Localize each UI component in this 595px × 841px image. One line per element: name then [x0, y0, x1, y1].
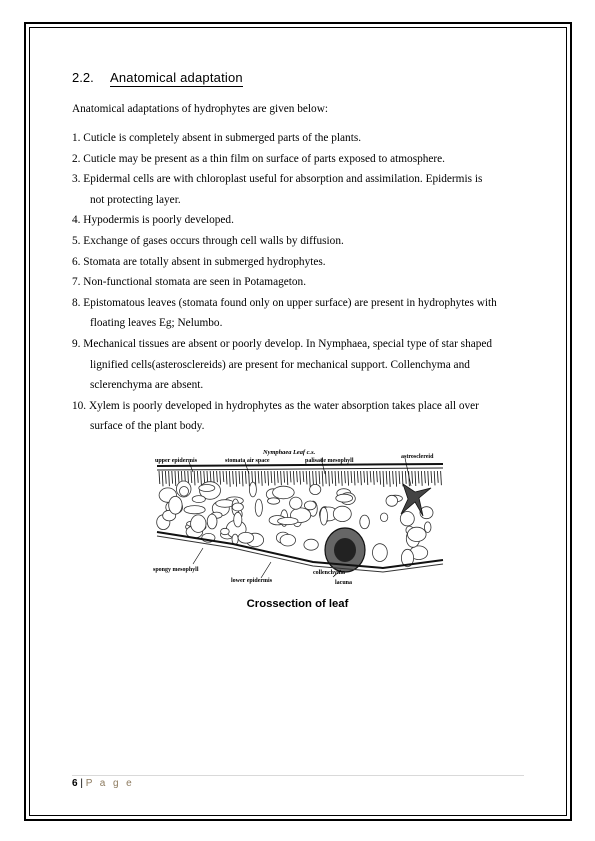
list-item [72, 255, 542, 276]
list-item [72, 399, 542, 440]
section-title: Anatomical adaptation [110, 70, 243, 85]
leaf-tissue-drawing [157, 458, 443, 578]
adaptation-list [72, 131, 542, 440]
list-item-continuation: lignified cells(asterosclereids) are present for mechanical support. Collenchyma and [90, 358, 470, 371]
label-collenchyma: collenchyma [313, 570, 345, 576]
list-item-text: 8. Epistomatous leaves (stomata found only on upper surface) are present in hydrophytes with [72, 296, 497, 309]
label-upper-epidermis: upper epidermis [155, 458, 198, 464]
list-item [72, 296, 542, 337]
page-number: 6 [72, 778, 78, 789]
label-spongy: spongy mesophyll [153, 567, 199, 573]
list-item [72, 275, 542, 296]
list-item-text: 1. Cuticle is completely absent in submerged parts of the plants. [72, 132, 362, 144]
page-label: P a g e [85, 778, 135, 789]
list-item [72, 213, 542, 234]
section-number: 2.2. [72, 70, 94, 85]
list-item-text: 10. Xylem is poorly developed in hydrophytes as the water absorption takes place all over [72, 399, 479, 412]
list-item [72, 131, 542, 152]
figure-title-label: Nymphaea Leaf c.s. [263, 449, 316, 456]
label-palisade: palisade mesophyll [305, 458, 354, 464]
label-lacuna: lacuna [335, 580, 353, 585]
list-item-text: 9. Mechanical tissues are absent or poorly develop. In Nymphaea, special type of star shaped [72, 337, 493, 350]
figure-caption: Crossection of leaf [246, 598, 349, 610]
footer-separator: | [80, 778, 83, 789]
section-heading [72, 70, 243, 87]
list-item-continuation: surface of the plant body. [90, 420, 205, 433]
intro-paragraph: Anatomical adaptations of hydrophytes are given below: [72, 103, 328, 115]
list-item-text: 6. Stomata are totally absent in submerged hydrophytes. [72, 255, 326, 268]
list-item-text: 2. Cuticle may be present as a thin film on surface of parts exposed to atmosphere. [72, 152, 446, 165]
list-item-text: 7. Non-functional stomata are seen in Potamageton. [72, 276, 307, 289]
list-item [72, 172, 542, 213]
list-item-text: 3. Epidermal cells are with chloroplast useful for absorption and assimilation. Epidermis is [72, 173, 483, 186]
list-item [72, 234, 542, 255]
list-item-continuation: not protecting layer. [90, 193, 181, 206]
list-item-text: 5. Exchange of gases occurs through cell walls by diffusion. [72, 234, 344, 247]
leaf-cross-section-figure [153, 444, 447, 585]
list-item [72, 337, 542, 399]
page-footer [72, 778, 134, 789]
list-item-continuation: sclerenchyma are absent. [90, 379, 204, 392]
footer-rule [72, 775, 524, 776]
label-stomata: stomata air space [225, 458, 270, 464]
label-lower-epidermis: lower epidermis [231, 578, 273, 584]
list-item [72, 152, 542, 173]
label-astrosclereid: astrosclereid [401, 454, 434, 460]
list-item-text: 4. Hypodermis is poorly developed. [72, 214, 234, 227]
list-item-continuation: floating leaves Eg; Nelumbo. [90, 317, 223, 330]
